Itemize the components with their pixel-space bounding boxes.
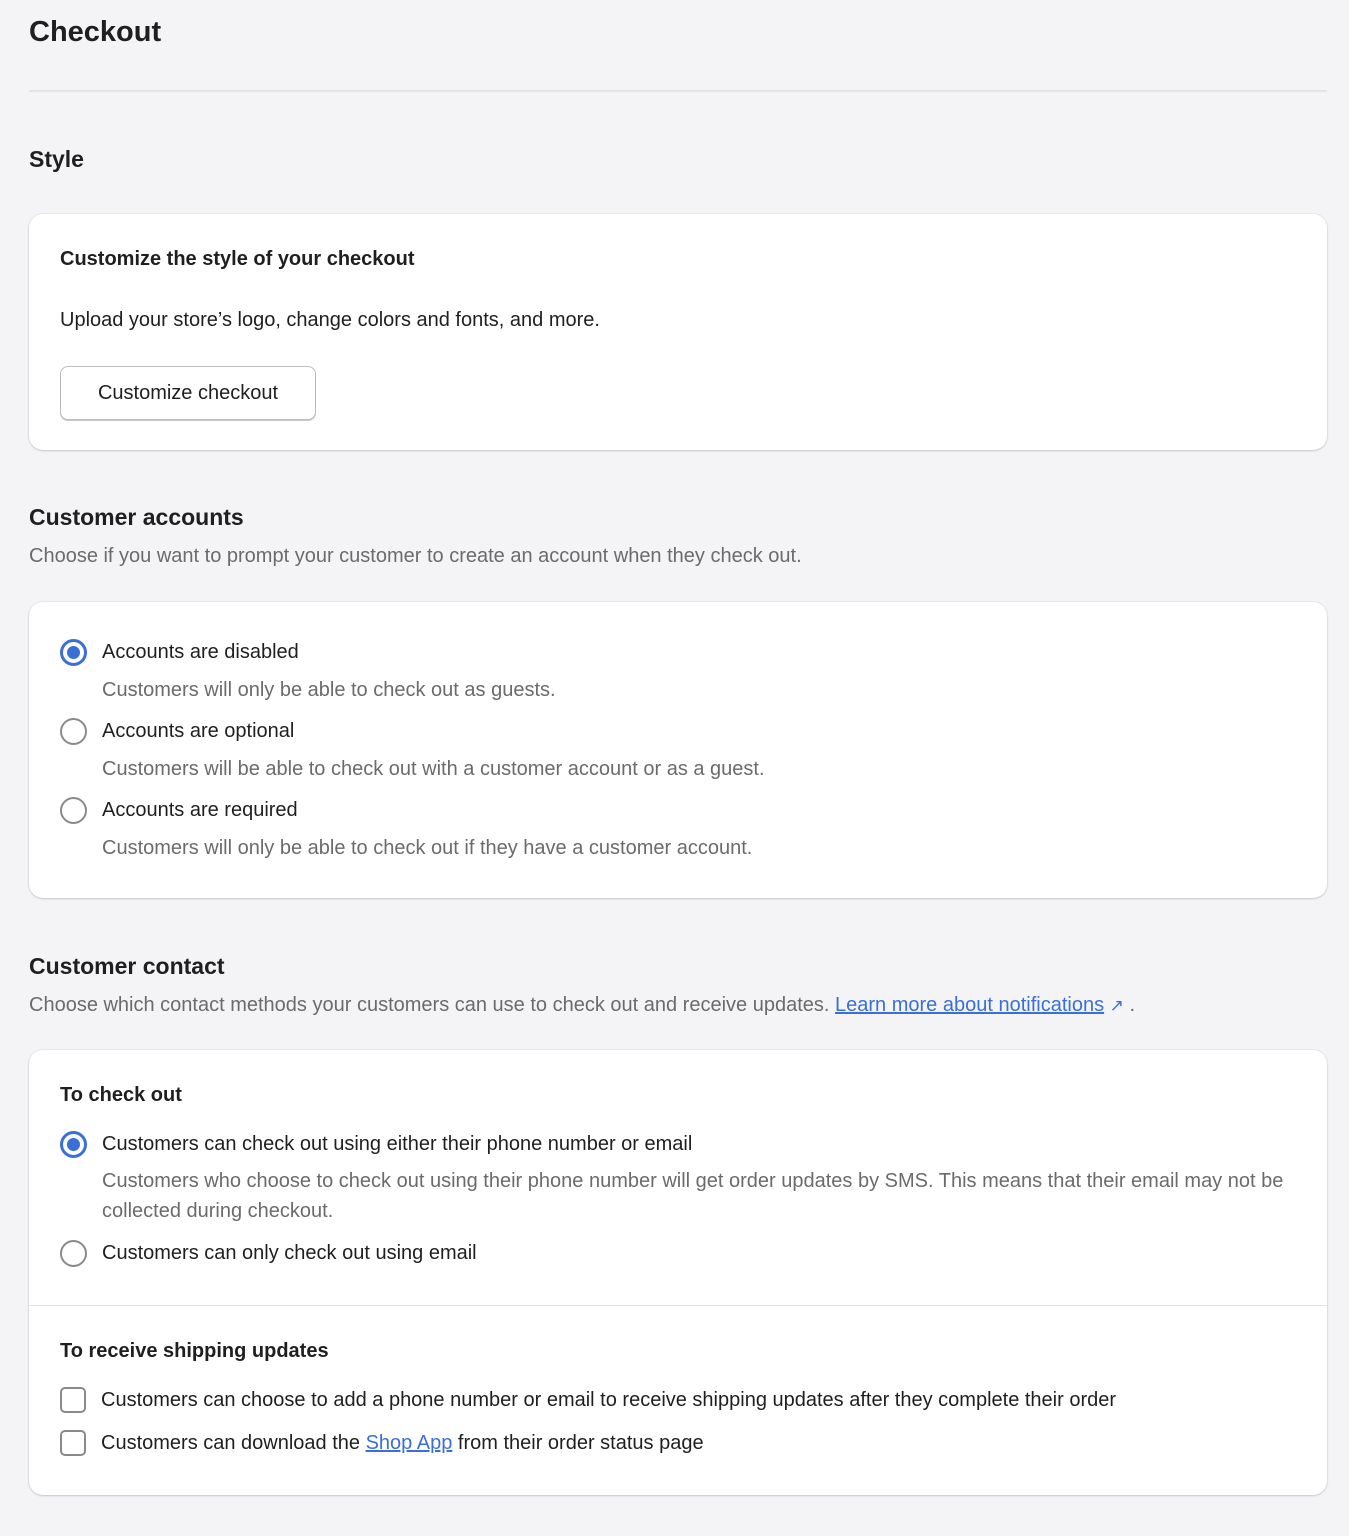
- radio-icon[interactable]: [60, 718, 87, 745]
- shipping-title: To receive shipping updates: [60, 1340, 329, 1362]
- page-title: Checkout: [29, 16, 162, 48]
- accounts-card: [29, 602, 1327, 898]
- card-description: Upload your store’s logo, change colors and fonts, and more.: [60, 309, 600, 331]
- external-link-icon: ↗: [1109, 996, 1124, 1015]
- label-text: Customers can download the: [101, 1431, 366, 1454]
- contact-heading: Customer contact: [29, 953, 225, 979]
- checkbox-shop-app[interactable]: [60, 1430, 704, 1456]
- option-help: Customers will only be able to check out if they have a customer account.: [102, 837, 753, 859]
- radio-icon[interactable]: [60, 1240, 87, 1267]
- contact-description: [29, 994, 1135, 1017]
- accounts-description: Choose if you want to prompt your customer to create an account when they check out.: [29, 545, 802, 567]
- radio-selected-icon[interactable]: [60, 639, 87, 666]
- description-text: Choose which contact methods your customers can use to check out and receive updates.: [29, 994, 830, 1016]
- period: .: [1129, 994, 1136, 1016]
- radio-selected-icon[interactable]: [60, 1131, 87, 1158]
- radio-email-only[interactable]: [60, 1240, 477, 1267]
- option-help: Customers who choose to check out using their phone number will get order updates by SMS. This means that their email may not be collected during checkout.: [102, 1170, 1284, 1222]
- card-title: Customize the style of your checkout: [60, 248, 415, 270]
- option-label: Customers can only check out using email: [102, 1242, 477, 1264]
- radio-accounts-required[interactable]: [60, 797, 298, 824]
- divider: [29, 1305, 1327, 1306]
- radio-accounts-disabled[interactable]: [60, 639, 299, 666]
- style-heading: Style: [29, 146, 84, 172]
- option-label: Accounts are required: [102, 799, 298, 821]
- option-label: Accounts are optional: [102, 720, 295, 742]
- option-label: Customers can choose to add a phone number or email to receive shipping updates after they complete their order: [101, 1388, 1117, 1411]
- checkbox-shipping-updates[interactable]: [60, 1387, 1116, 1413]
- checkbox-icon[interactable]: [60, 1430, 86, 1456]
- option-label: [101, 1432, 704, 1455]
- customize-checkout-button[interactable]: Customize checkout: [60, 366, 316, 420]
- shop-app-link[interactable]: Shop App: [365, 1431, 453, 1454]
- option-help: Customers will only be able to check out as guests.: [102, 679, 556, 701]
- option-label: Customers can check out using either their phone number or email: [102, 1133, 693, 1155]
- option-help: Customers will be able to check out with a customer account or as a guest.: [102, 758, 765, 780]
- divider: [29, 90, 1327, 92]
- learn-more-link[interactable]: Learn more about notifications: [835, 994, 1105, 1016]
- accounts-heading: Customer accounts: [29, 504, 244, 530]
- style-card: [29, 214, 1327, 450]
- radio-phone-or-email[interactable]: [60, 1131, 692, 1158]
- option-label: Accounts are disabled: [102, 641, 299, 663]
- contact-card: [29, 1050, 1327, 1495]
- radio-icon[interactable]: [60, 797, 87, 824]
- radio-accounts-optional[interactable]: [60, 718, 294, 745]
- checkbox-icon[interactable]: [60, 1387, 86, 1413]
- checkout-title: To check out: [60, 1084, 182, 1106]
- label-text: from their order status page: [452, 1431, 704, 1454]
